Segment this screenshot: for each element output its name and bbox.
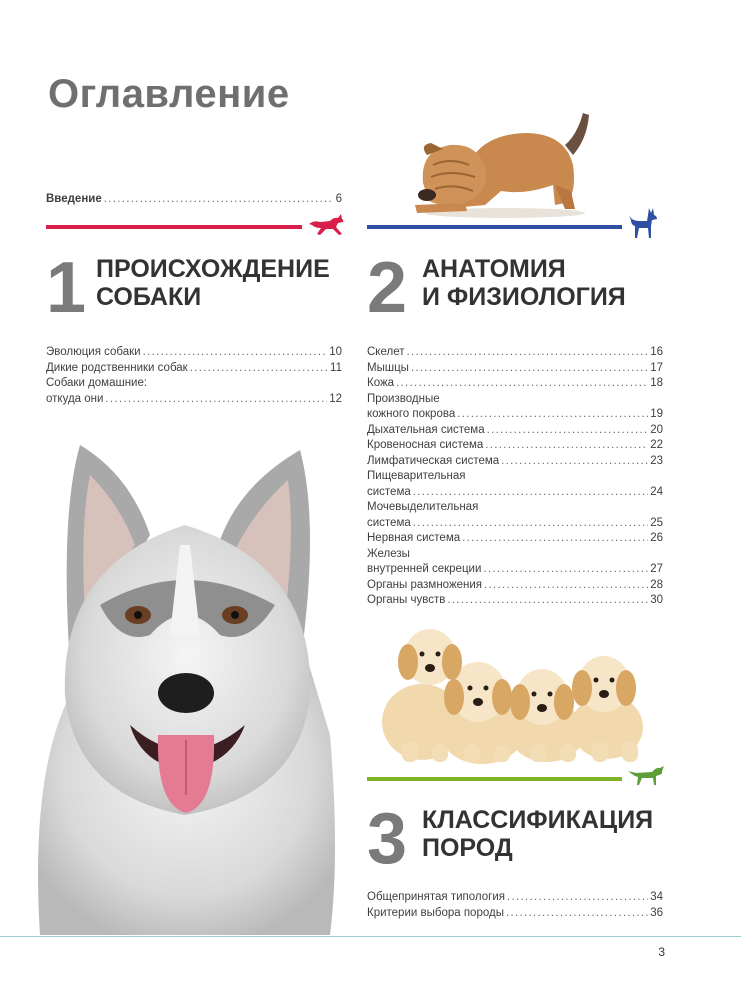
toc-entry-page: 23 [650, 454, 663, 467]
toc-leader [483, 562, 648, 578]
section-1-title-line: СОБАКИ [96, 283, 202, 311]
section-1-title-line: ПРОИСХОЖДЕНИЕ [96, 255, 330, 283]
toc-entry[interactable] [367, 531, 663, 547]
section-3-title [422, 806, 653, 862]
section-3-number: 3 [367, 799, 408, 879]
toc-entry-label: откуда они [46, 392, 104, 405]
toc-entry[interactable] [367, 376, 663, 392]
toc-entry[interactable] [367, 578, 663, 594]
toc-entry-page: 11 [330, 361, 342, 374]
toc-entry[interactable] [367, 423, 663, 439]
toc-entry-pre: Собаки домашние: [46, 377, 148, 389]
toc-entry-page: 16 [650, 346, 663, 358]
toc-entry-pre: Производные [367, 392, 440, 405]
toc-entry-label: Скелет [367, 346, 405, 358]
shar-pei-puppy-photo [405, 105, 595, 220]
section-3-toc [367, 890, 663, 921]
toc-entry[interactable] [367, 345, 663, 361]
toc-entry[interactable] [367, 593, 663, 609]
toc-entry-label: Нервная система [367, 532, 461, 544]
toc-entry[interactable] [367, 562, 663, 578]
section-2-number: 2 [367, 248, 408, 328]
toc-leader [413, 516, 648, 532]
toc-entry-label: Дикие родственники собак [46, 361, 188, 374]
section-2-title-line: И ФИЗИОЛОГИЯ [422, 283, 626, 311]
toc-leader [396, 376, 648, 392]
toc-leader [447, 593, 648, 609]
toc-entry-pre: Мочевыделительная [367, 501, 479, 513]
toc-entry-page: 20 [650, 423, 663, 436]
toc-entry[interactable] [367, 438, 663, 454]
section-3-title-line: КЛАССИФИКАЦИЯ [422, 806, 654, 834]
page-title: Оглавление [48, 72, 290, 116]
section-1-rule [46, 225, 302, 229]
page-number: 3 [658, 945, 665, 959]
section-3-title-line: ПОРОД [422, 834, 513, 862]
toc-entry-label: Общепринятая типология [367, 891, 505, 903]
toc-entry[interactable] [46, 345, 342, 361]
toc-leader [462, 531, 648, 547]
toc-entry-label: Кровеносная система [367, 439, 484, 451]
toc-leader [413, 485, 648, 501]
toc-entry-label: Введение [46, 193, 102, 205]
toc-leader [485, 438, 648, 454]
toc-entry-page: 6 [335, 193, 342, 205]
standing-dog-icon [627, 206, 661, 240]
toc-entry-page: 18 [650, 377, 663, 389]
toc-entry[interactable] [367, 407, 663, 423]
golden-retriever-puppies-photo [372, 622, 647, 767]
toc-entry-pre: Пищеварительная [367, 470, 466, 482]
toc-entry-page: 30 [650, 594, 663, 606]
running-dog-icon [306, 210, 346, 238]
toc-entry-label: Лимфатическая система [367, 454, 500, 467]
toc-leader [484, 578, 648, 594]
toc-entry-page: 26 [650, 532, 663, 544]
section-3-rule [367, 777, 622, 781]
toc-entry-intro[interactable] [46, 192, 342, 208]
toc-entry[interactable] [367, 516, 663, 532]
section-2-toc [367, 345, 663, 609]
toc-entry-label: Органы размножения [367, 578, 483, 591]
toc-entry-label: Мышцы [367, 361, 409, 374]
toc-leader [457, 407, 648, 423]
toc-entry-label: Дыхательная система [367, 423, 485, 436]
toc-leader [143, 345, 328, 361]
toc-entry-label: кожного покрова [367, 408, 456, 420]
toc-entry[interactable] [46, 361, 342, 377]
toc-entry-page: 17 [650, 361, 663, 374]
toc-entry-label: Кожа [367, 377, 395, 389]
toc-entry-label: система [367, 516, 411, 529]
toc-entry-page: 34 [650, 891, 663, 903]
toc-leader [190, 361, 328, 377]
toc-entry[interactable] [367, 454, 663, 470]
toc-entry-label: внутренней секреции [367, 563, 482, 575]
toc-leader [406, 345, 648, 361]
section-2-title-line: АНАТОМИЯ [422, 255, 566, 283]
toc-leader [411, 361, 648, 377]
toc-entry-page: 36 [650, 906, 663, 919]
toc-leader [104, 192, 334, 208]
toc-entry[interactable] [367, 361, 663, 377]
toc-entry-label: Органы чувств [367, 594, 446, 606]
toc-entry-label: система [367, 485, 411, 498]
toc-entry-page: 24 [650, 485, 663, 498]
toc-entry[interactable] [367, 485, 663, 501]
toc-entry-label: Критерии выбора породы [367, 906, 504, 919]
toc-entry-page: 10 [329, 346, 342, 358]
toc-entry-page: 22 [650, 439, 663, 451]
toc-entry-pre: Железы [367, 547, 410, 560]
footer-divider [0, 936, 741, 937]
toc-entry-page: 25 [650, 516, 663, 529]
section-1-title [96, 255, 330, 311]
toc-entry-page: 12 [329, 392, 342, 405]
toc-entry-page: 19 [650, 408, 663, 420]
toc-leader [105, 392, 327, 408]
toc-entry[interactable] [367, 890, 663, 906]
section-2-title [422, 255, 626, 311]
toc-entry-page: 28 [650, 578, 663, 591]
toc-leader [507, 890, 648, 906]
section-1-number: 1 [46, 248, 87, 328]
section-2-rule [367, 225, 622, 229]
toc-entry-label: Эволюция собаки [46, 346, 141, 358]
section-1-toc [46, 345, 342, 407]
toc-entry[interactable] [367, 906, 663, 922]
husky-dog-photo [30, 435, 340, 935]
toc-entry[interactable] [46, 392, 342, 408]
toc-leader [487, 423, 649, 439]
toc-leader [501, 454, 648, 470]
toc-leader [506, 906, 648, 922]
pointer-dog-icon [626, 763, 666, 787]
toc-entry-page: 27 [650, 563, 663, 575]
